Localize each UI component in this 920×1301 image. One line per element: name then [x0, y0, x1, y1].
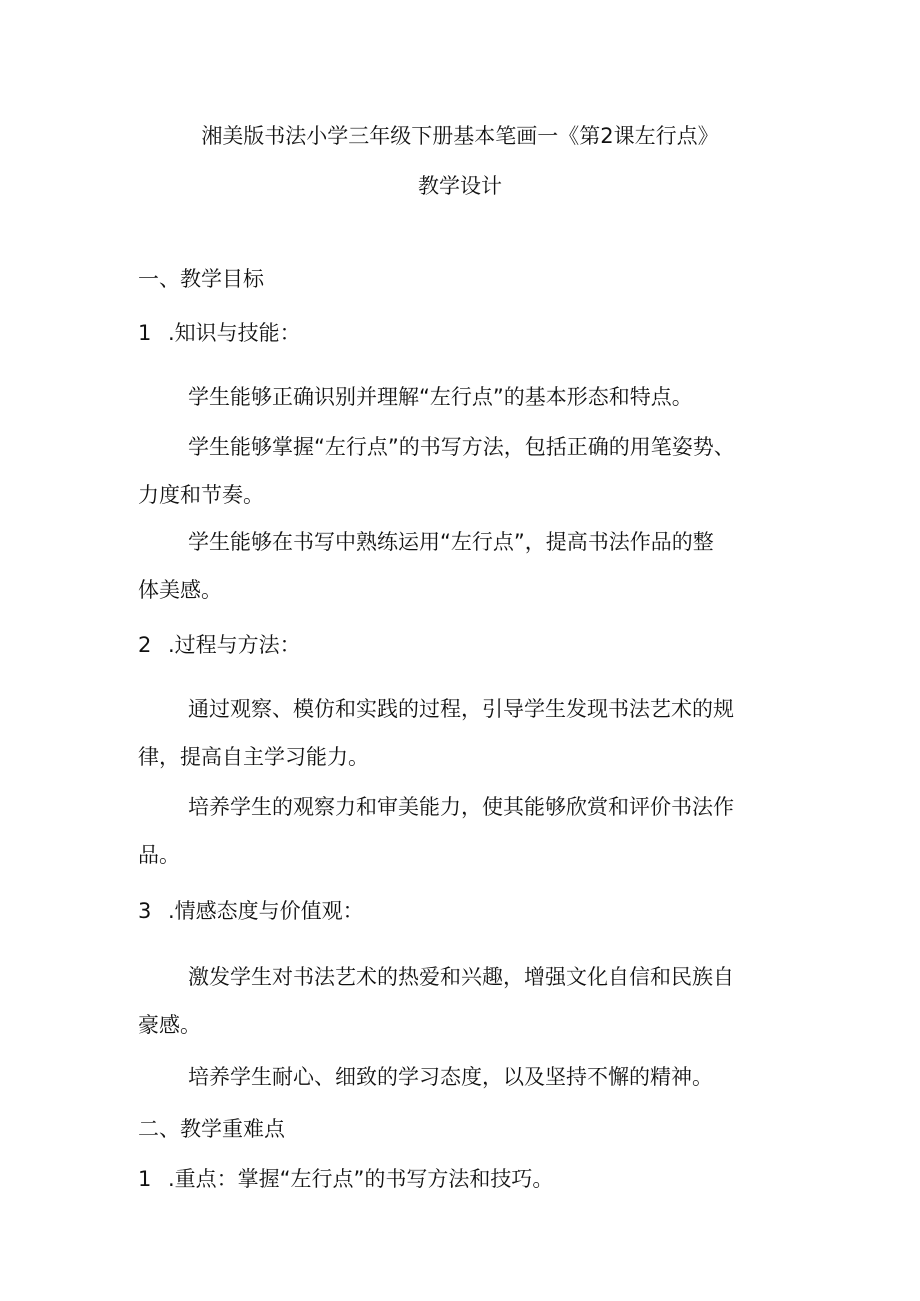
paragraph-continuation: 豪感。: [138, 1013, 201, 1037]
subheading-label: .情感态度与价值观：: [168, 899, 364, 923]
paragraph: 学生能够正确识别并理解“左行点”的基本形态和特点。: [188, 385, 693, 409]
subheading-label: .重点：掌握“左行点”的书写方法和技巧。: [168, 1167, 554, 1191]
subheading-key-point: [138, 1164, 553, 1194]
subheading-process-methods: [138, 630, 301, 660]
paragraph: 激发学生对书法艺术的热爱和兴趣，增强文化自信和民族自: [188, 965, 734, 989]
subheading-number: 2: [138, 633, 152, 657]
document-subtitle: 教学设计: [418, 174, 502, 198]
paragraph: 培养学生耐心、细致的学习态度，以及坚持不懈的精神。: [188, 1065, 713, 1089]
subheading-label: .过程与方法：: [168, 633, 301, 657]
paragraph-continuation: 品。: [138, 843, 180, 867]
subheading-emotions-values: [138, 896, 364, 926]
subheading-number: 3: [138, 899, 152, 923]
subheading-number: 1: [138, 1167, 152, 1191]
subheading-number: 1: [138, 321, 152, 345]
section-heading-objectives: 一、教学目标: [138, 267, 264, 291]
document-title: 湘美版书法小学三年级下册基本笔画一《第2课左行点》: [201, 124, 719, 148]
paragraph-continuation: 体美感。: [138, 578, 222, 602]
paragraph-continuation: 力度和节奏。: [138, 483, 264, 507]
paragraph: 培养学生的观察力和审美能力，使其能够欣赏和评价书法作: [188, 795, 734, 819]
paragraph: 学生能够掌握“左行点”的书写方法，包括正确的用笔姿势、: [188, 435, 735, 459]
section-heading-key-points: 二、教学重难点: [138, 1117, 285, 1141]
paragraph: 学生能够在书写中熟练运用“左行点”，提高书法作品的整: [188, 530, 714, 554]
paragraph: 通过观察、模仿和实践的过程，引导学生发现书法艺术的规: [188, 697, 734, 721]
paragraph-continuation: 律，提高自主学习能力。: [138, 745, 369, 769]
subheading-knowledge-skills: [138, 318, 301, 348]
subheading-label: .知识与技能：: [168, 321, 301, 345]
